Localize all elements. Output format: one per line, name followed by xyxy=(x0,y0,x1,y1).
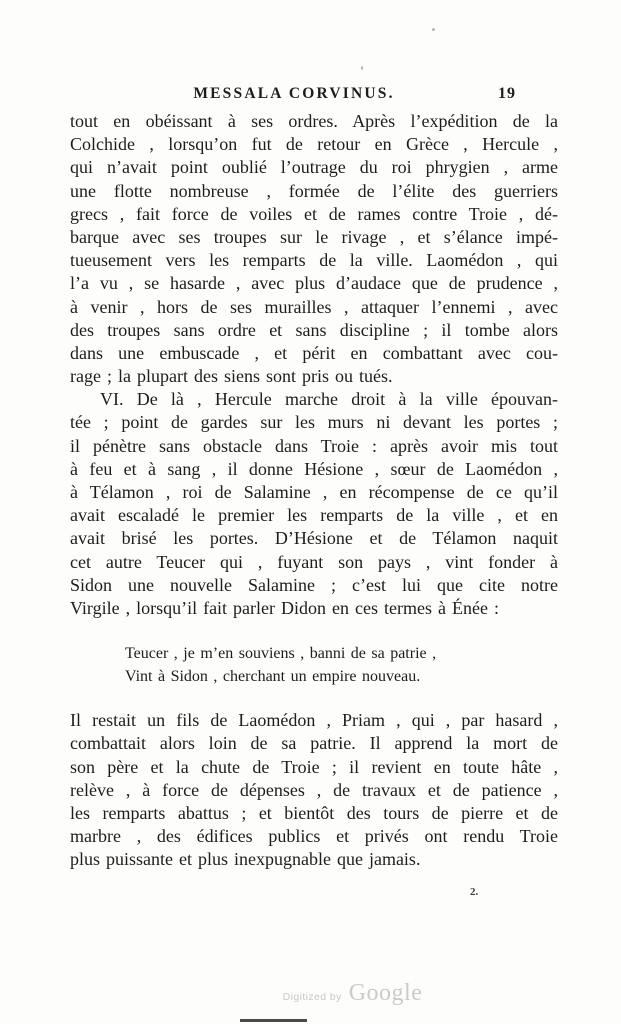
text-line: marbre , des édifices publics et privés ont rendu Troie xyxy=(70,826,558,847)
watermark-prefix-label: Digitized by xyxy=(282,991,342,1003)
text-line: une flotte nombreuse , formée de l’élite des guerriers xyxy=(70,180,558,201)
text-line: dans une embuscade , et périt en combattant avec cou- xyxy=(70,342,558,363)
text-line: barque avec ses troupes sur le rivage , et s’élance impé- xyxy=(70,226,558,247)
text-line: à feu et à sang , il donne Hésione , sœur de Laomédon , xyxy=(70,458,558,479)
text-line: son père et la chute de Troie ; il revient en toute hâte , xyxy=(70,756,558,777)
paragraph-section-vi xyxy=(70,388,558,620)
paragraph-priam xyxy=(70,709,558,871)
google-watermark xyxy=(42,980,621,1007)
page-number: 19 xyxy=(498,85,516,102)
text-line: à venir , hors de ses murailles , attaquer l’ennemi , avec xyxy=(70,296,558,317)
text-line: plus puissante et plus inexpugnable que jamais. xyxy=(70,849,421,870)
text-line: grecs , fait force de voiles et de rames contre Troie , dé- xyxy=(70,203,558,224)
text-line: Vint à Sidon , cherchant un empire nouveau. xyxy=(125,668,421,686)
text-line: avait brisé les portes. D’Hésione et de Télamon naquit xyxy=(70,528,558,549)
text-line: des troupes sans ordre et sans discipline ; il tombe alors xyxy=(70,319,558,340)
google-logo: Google xyxy=(348,980,423,1006)
text-line: tée ; point de gardes sur les murs ni devant les portes ; xyxy=(70,412,558,433)
text-line: l’a vu , se hasarde , avec plus d’audace que de prudence , xyxy=(70,273,558,294)
paragraph-expedition xyxy=(70,110,558,388)
text-line: rage ; la plupart des siens sont pris ou tués. xyxy=(70,366,393,387)
text-line: il pénètre sans obstacle dans Troie : après avoir mis tout xyxy=(70,435,558,456)
verse-quote xyxy=(70,642,558,688)
page-header xyxy=(70,85,558,105)
text-line: Teucer , je m’en souviens , banni de sa patrie , xyxy=(125,645,437,663)
text-line: Sidon une nouvelle Salamine ; c’est lui que cite notre xyxy=(70,574,558,595)
scan-speck xyxy=(432,28,435,31)
text-line: à Télamon , roi de Salamine , en récompense de ce qu’il xyxy=(70,482,558,502)
text-line: cet autre Teucer qui , fuyant son pays , vint fonder à xyxy=(70,551,558,572)
body-text xyxy=(70,110,558,871)
text-line: Virgile , lorsqu’il fait parler Didon en ces termes à Énée : xyxy=(70,597,499,618)
scan-speck xyxy=(361,66,363,70)
text-line: tout en obéissant à ses ordres. Après l’expédition de la xyxy=(70,111,558,131)
text-line: avait escaladé le premier les remparts de la ville , et en xyxy=(70,505,558,526)
text-line: Il restait un fils de Laomédon , Priam , qui , par hasard , xyxy=(70,710,558,731)
signature-mark: 2. xyxy=(470,886,479,898)
text-line: Colchide , lorsqu’on fut de retour en Grèce , Hercule , xyxy=(70,134,558,155)
text-line: qui n’avait point oublié l’outrage du roi phrygien , arme xyxy=(70,157,558,178)
text-line: combattait alors loin de sa patrie. Il apprend la mort de xyxy=(70,733,558,754)
text-line: les remparts abattus ; et bientôt des tours de pierre et de xyxy=(70,802,558,823)
scan-artifact-bar xyxy=(240,1019,307,1022)
text-line: tueusement vers les remparts de la ville. Laomédon , qui xyxy=(70,250,558,271)
running-title: MESSALA CORVINUS. xyxy=(193,85,395,102)
text-line: relève , à force de dépenses , de travaux et de patience , xyxy=(70,779,558,800)
text-line: VI. De là , Hercule marche droit à la ville épouvan- xyxy=(100,389,558,410)
